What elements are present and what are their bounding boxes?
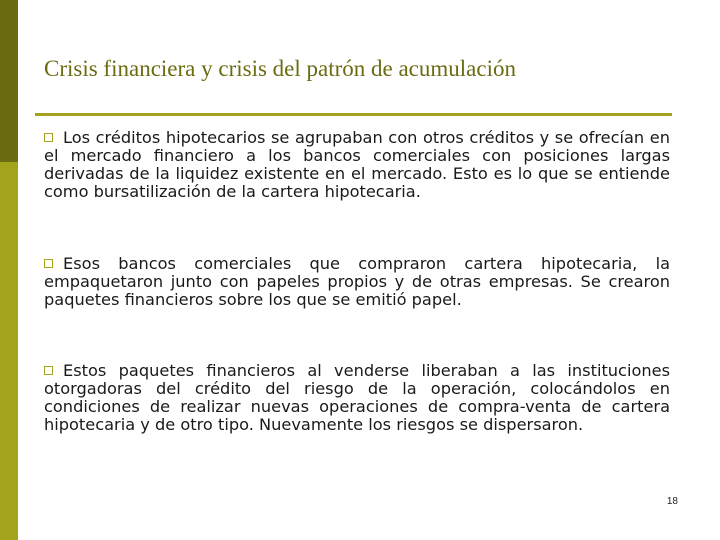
bullet-paragraph-1 (44, 129, 670, 201)
square-bullet-icon (44, 133, 53, 142)
slide-title: Crisis financiera y crisis del patrón de acumulación (44, 56, 516, 81)
square-bullet-icon (44, 259, 53, 268)
title-divider (35, 113, 672, 116)
side-bar-light (0, 162, 18, 540)
bullet-text-3: Estos paquetes financieros al venderse liberaban a las instituciones otorgadoras del crédito del riesgo de la operación, colocándolos en condiciones de realizar nuevas operaciones de compra-venta de cartera hipotecaria y de otro tipo. Nuevamente los riesgos se dispersaron. (44, 361, 670, 434)
bullet-text-1: Los créditos hipotecarios se agrupaban con otros créditos y se ofrecían en el mercado financiero a los bancos comerciales con posiciones largas derivadas de la liquidez existente en el mercado. Esto es lo que se entiende como bursatilización de la cartera hipotecaria. (44, 128, 670, 201)
bullet-paragraph-3 (44, 362, 670, 434)
bullet-paragraph-2 (44, 255, 670, 309)
side-bar-dark (0, 0, 18, 162)
square-bullet-icon (44, 366, 53, 375)
page-number: 18 (666, 496, 678, 507)
bullet-text-2: Esos bancos comerciales que compraron cartera hipotecaria, la empaquetaron junto con papeles propios y de otras empresas. Se crearon paquetes financieros sobre los que se emitió papel. (44, 254, 670, 309)
